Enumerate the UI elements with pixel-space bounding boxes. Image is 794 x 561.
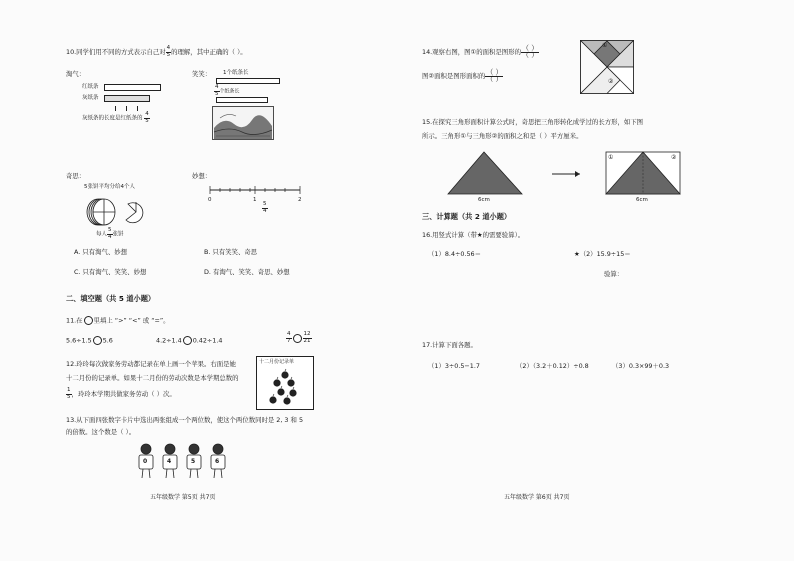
q11-item-1-right: 5.6: [102, 336, 113, 345]
number-line-tick-0: 0: [208, 197, 212, 203]
q14-line-2-text: 图②面积是图形面积的: [422, 72, 486, 80]
rectangle-length-label: 6cm: [636, 197, 648, 203]
q16-item-2: ★（2）15.9÷15＝: [574, 250, 631, 258]
q11-text: [66, 316, 170, 325]
grey-strip-label: 灰纸条: [82, 95, 99, 101]
triangle-base-label: 6cm: [478, 197, 490, 203]
card-0: 0: [143, 458, 148, 465]
miaoxiang-fraction: [262, 202, 268, 214]
q12-line-1: 12.玲玲每次做家务劳动都记录在单上画一个苹果。右面是她: [66, 360, 236, 368]
q10-text-part1: 10.同学们用不同的方式表示自己对: [66, 48, 166, 56]
q12-line-3-text: ，玲玲本学期共做家务劳动（ ）次。: [71, 390, 176, 398]
q10-option-a[interactable]: A. 只有淘气、妙想: [74, 248, 128, 256]
compare-blank-2[interactable]: [183, 336, 192, 345]
q15-line-1: 15.在探究三角形面积计算公式时，奇思把三角形转化成学过的长方形，如下图: [422, 118, 644, 126]
q11-frac-b-den: 21: [303, 337, 311, 344]
q14-line-1-text: 14.观察右图，图①的面积是图形的: [422, 48, 521, 56]
q11-item-2: [156, 336, 222, 345]
rect-label-1: ①: [608, 154, 614, 161]
q10-option-b[interactable]: B. 只有笑笑、奇思: [204, 248, 258, 256]
q11-frac-b: [303, 332, 312, 344]
qisi-label: 奇思：: [66, 172, 86, 180]
xiaoxiao-part-strip: [216, 97, 268, 103]
q11-item-2-left: 4.2÷1.4: [156, 336, 182, 345]
q11-frac-a-num: 4: [287, 331, 291, 337]
rect-label-2: ②: [671, 154, 677, 161]
qisi-frac-num: 5: [108, 227, 112, 233]
miaoxiang-frac-den: 4: [263, 207, 267, 214]
q16-item-1: （1）8.4÷0.56＝: [428, 250, 481, 258]
qisi-each-text3: 张饼: [112, 231, 124, 238]
record-card-title: 十二月份记录单: [259, 359, 295, 365]
card-6: 6: [215, 458, 220, 465]
taoqi-frac-den: 5: [145, 117, 149, 124]
q11-item-3: [286, 332, 312, 344]
q12-line-3: [66, 388, 176, 400]
number-line-tick-2: 2: [298, 197, 302, 203]
xiaoxiao-box-label: 1个纸条长: [223, 70, 249, 76]
q11-frac-a: [286, 332, 292, 344]
left-footer: 五年级数学 第5页 共7页: [150, 494, 216, 501]
xiaoxiao-frac-den: 5: [215, 90, 219, 97]
left-page: [60, 30, 380, 510]
q17-text: 17.计算下面各题。: [422, 341, 477, 349]
q11-text-part2: 里填上 “>” “<” 或 “=”。: [93, 316, 170, 325]
q14-blank-fraction-1[interactable]: $\frac{( )}{( )}$: [521, 44, 539, 59]
q17-item-1: （1）3÷0.5−1.7: [428, 362, 480, 370]
q10-text-part2: 的理解，其中正确的（ ）。: [171, 48, 247, 56]
q11-frac-b-num: 12: [303, 331, 311, 337]
q12-frac-num: 1: [67, 387, 71, 393]
circle-icon: [84, 316, 93, 325]
q10-frac-den: 5: [166, 51, 171, 58]
q10-frac-num: 4: [166, 45, 171, 51]
q16-text: 16.用竖式计算（带★的需要验算）。: [422, 231, 525, 239]
section-3-heading: 三、计算题（共 2 道小题）: [422, 212, 512, 221]
xiaoxiao-note: [214, 85, 240, 97]
xiaoxiao-frac-num: 4: [215, 84, 219, 90]
tangram-label-2: ②: [608, 78, 614, 85]
miaoxiang-frac-num: 5: [263, 201, 267, 207]
section-2-heading: 二、填空题（共 5 道小题）: [66, 294, 156, 303]
q17-item-3: （3）0.3×99＋0.3: [612, 362, 670, 370]
q10-option-c[interactable]: C. 只有淘气、笑笑、妙想: [74, 268, 147, 276]
compare-blank-1[interactable]: [93, 336, 102, 345]
xiaoxiao-note-text: 个纸条长: [219, 88, 240, 95]
tangram-label-1: ①: [602, 42, 608, 49]
taoqi-frac-num: 4: [145, 111, 149, 117]
q11-frac-a-den: 7: [287, 337, 291, 344]
landscape-picture: [212, 106, 274, 140]
q15-line-2: 所示。三角形①与三角形②的面积之和是（ ）平方厘米。: [422, 132, 583, 140]
taoqi-label: 淘气：: [66, 70, 86, 78]
q14-line-1: [422, 46, 539, 58]
card-5: 5: [191, 458, 196, 465]
right-footer: 五年级数学 第6页 共7页: [504, 494, 570, 501]
taoqi-note-text: 灰纸条的长度是红纸条的: [82, 115, 143, 122]
compare-blank-3[interactable]: [293, 334, 302, 343]
red-strip-label: 红纸条: [82, 84, 99, 90]
qisi-each-text: 每人: [96, 231, 108, 238]
taoqi-note-fraction: [144, 112, 150, 124]
q13-line-2: 的倍数。这个数是（ ）。: [66, 428, 136, 436]
xiaoxiao-full-strip: [216, 78, 280, 84]
number-line-fraction: [262, 202, 268, 214]
q11-item-1-left: 5.6÷1.5: [66, 336, 92, 345]
number-line-tick-1: 1: [253, 197, 257, 203]
qisi-frac-den: 4: [108, 233, 112, 240]
qisi-note: 5张饼平均分给4个人: [84, 184, 135, 190]
q12-frac-den: 5: [67, 393, 71, 400]
q10-text: [66, 46, 247, 58]
q14-line-2: [422, 70, 503, 82]
q12-line-2: 十二月份的记录单。如果十二月份的劳动次数是本学期总数的: [66, 374, 239, 382]
q11-text-part1: 11.在: [66, 316, 83, 325]
apples-icon: [263, 367, 307, 407]
grey-strip: [104, 95, 150, 102]
right-page: [418, 30, 748, 510]
q11-item-2-right: 0.42÷1.4: [192, 336, 223, 345]
red-strip: [104, 84, 161, 91]
q10-option-d[interactable]: D. 有淘气、笑笑、奇思、妙想: [204, 268, 290, 276]
card-4: 4: [167, 458, 172, 465]
record-card: [256, 356, 314, 410]
q14-blank-fraction-2[interactable]: $\frac{( )}{( )}$: [486, 68, 503, 83]
miaoxiang-label: 妙想：: [192, 172, 212, 180]
q17-item-2: （2）（3.2＋0.12）÷0.8: [516, 362, 589, 370]
pancake-picture: [86, 194, 148, 228]
taoqi-note: [82, 112, 150, 124]
q16-check-label: 验算：: [604, 270, 624, 278]
qisi-each: [96, 228, 124, 240]
q11-item-1: [66, 336, 113, 345]
q13-line-1: 13.从下面四张数字卡片中选出两张组成一个两位数，使这个两位数同时是 2, 3 和 5: [66, 416, 304, 424]
xiaoxiao-label: 笑笑：: [192, 70, 212, 78]
